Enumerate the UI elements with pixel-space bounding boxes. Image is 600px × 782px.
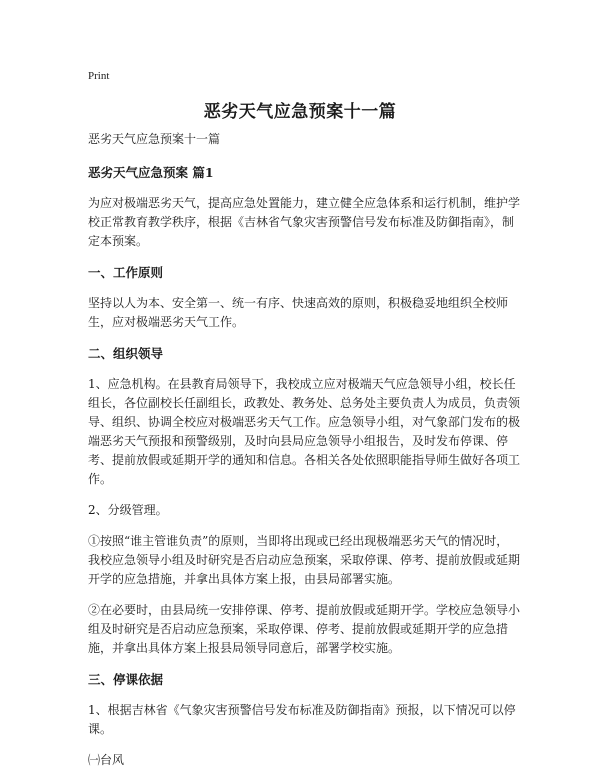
heading-principles: 一、工作原则 — [88, 265, 164, 280]
basis-paragraph-1: 1、根据吉林省《气象灾害预警信号发布标准及防御指南》预报，以下情况可以停课。 — [88, 703, 516, 736]
section-heading: 恶劣天气应急预案 篇1 — [88, 165, 214, 180]
organization-paragraph-2: 2、分级管理。 — [88, 503, 168, 517]
principles-paragraph: 坚持以人为本、安全第一、统一有序、快速高效的原则，积极稳妥地组织全校师生，应对极端恶劣天气工作。 — [88, 296, 509, 329]
page-title: 恶劣天气应急预案十一篇 — [203, 102, 397, 122]
organization-paragraph-1: 1、应急机构。在县教育局领导下，我校成立应对极端天气应急领导小组，校长任组长，各位副校长任副组长，政教处、教务处、总务处主要负责人为成员，负责领导、组织、协调全校应对极端恶劣天气工作。应急领导小组，对气象部门发布的极端恶劣天气预报和预警级别，及时向县局应急领导小组报告，及时发布停课、停考、提前放假或延期开学的通知和信息。各相关各处依照职能指导师生做好各项工作。 — [88, 377, 521, 486]
organization-paragraph-3: ①按照“谁主管谁负责”的原则，当即将出现或已经出现极端恶劣天气的情况时，我校应急领导小组及时研究是否启动应急预案，采取停课、停考、提前放假或延期开学的应急措施，并拿出具体方案上报，由县局部署实施。 — [88, 534, 521, 586]
organization-paragraph-4: ②在必要时，由县局统一安排停课、停考、提前放假或延期开学。学校应急领导小组及时研究是否启动应急预案，采取停课、停考、提前放假或延期开学的应急措施，并拿出具体方案上报县局领导同意后，部署学校实施。 — [88, 603, 521, 655]
basis-paragraph-2: ㈠台风 — [88, 753, 125, 767]
intro-paragraph: 为应对极端恶劣天气，提高应急处置能力，建立健全应急体系和运行机制，维护学校正常教育教学秩序，根据《吉林省气象灾害预警信号发布标准及防御指南》，制定本预案。 — [88, 196, 521, 248]
heading-organization: 二、组织领导 — [88, 346, 164, 361]
print-label: Print — [88, 70, 110, 82]
document-subtitle: 恶劣天气应急预案十一篇 — [88, 132, 221, 146]
document-body — [88, 130, 520, 782]
heading-basis: 三、停课依据 — [88, 672, 164, 687]
